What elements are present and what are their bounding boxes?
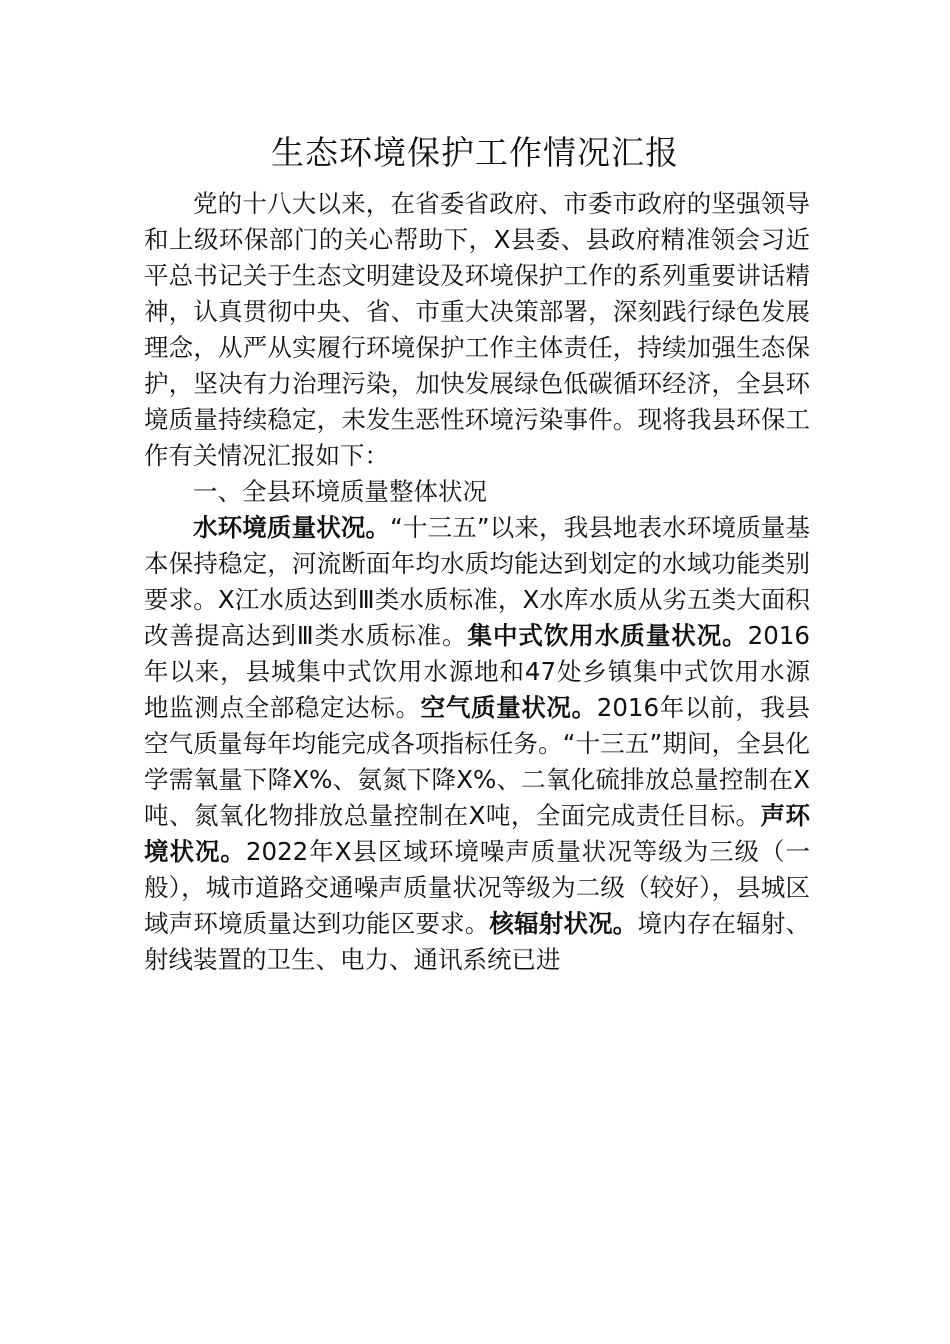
air-quality-label: 空气质量状况。 <box>420 693 597 722</box>
intro-paragraph: 党的十八大以来，在省委省政府、市委市政府的坚强领导和上级环保部门的关心帮助下，X县委、县政府精准领会习近平总书记关于生态文明建设及环境保护工作的系列重要讲话精神，认真贯彻中央、省、市重大决策部署，深刻践行绿色发展理念，从严从实履行环境保护工作主体责任，持续加强生态保护，坚决有力治理污染，加快发展绿色低碳循环经济，全县环境质量持续稳定，未发生恶性环境污染事件。现将我县环保工作有关情况汇报如下： <box>144 189 810 470</box>
air-quality-text: 2016年以前，我县空气质量每年均能完成各项指标任务。“十三五”期间，全县化学需氧量下降X%、氨氮下降X%、二氧化硫排放总量控制在X吨、氮氧化物排放总量控制在X吨，全面完成责任目标。 <box>144 693 810 830</box>
section-heading-1: 一、全县环境质量整体状况 <box>193 477 487 506</box>
drinking-water-label: 集中式饮用水质量状况。 <box>467 621 748 650</box>
water-quality-label: 水环境质量状况。 <box>193 513 391 542</box>
document-title: 生态环境保护工作情况汇报 <box>271 133 679 172</box>
drinking-water-text: 2016年以来，县城集中式饮用水源地和47处乡镇集中式饮用水源地监测点全部稳定达标。 <box>144 621 810 722</box>
noise-text: 2022年X县区域环境噪声质量状况等级为三级（一般），城市道路交通噪声质量状况等级为二级（较好），县城区域声环境质量达到功能区要求。 <box>144 837 811 938</box>
radiation-label: 核辐射状况。 <box>489 909 638 938</box>
environment-quality-paragraph <box>144 510 810 978</box>
document-body <box>144 186 810 978</box>
radiation-text: 境内存在辐射、射线装置的卫生、电力、通讯系统已进 <box>144 909 811 974</box>
water-quality-text: “十三五”以来，我县地表水环境质量基本保持稳定，河流断面年均水质均能达到划定的水域功能类别要求。X江水质达到Ⅲ类水质标准，X水库水质从劣五类大面积改善提高达到Ⅲ类水质标准。 <box>144 513 810 650</box>
noise-label: 声环境状况。 <box>144 801 810 866</box>
